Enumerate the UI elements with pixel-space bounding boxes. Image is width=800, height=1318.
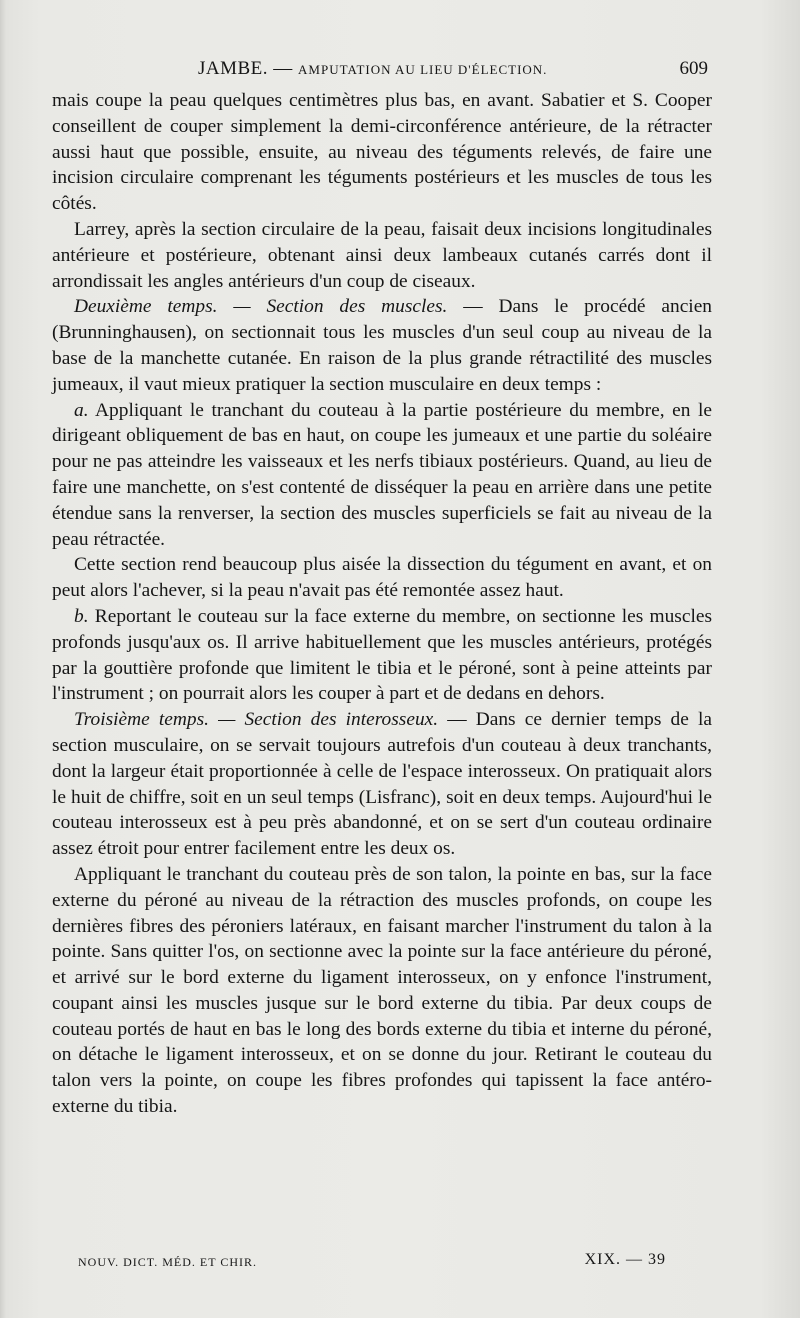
page-number: 609 xyxy=(679,58,708,79)
paragraph-2-text: Larrey, après la section circulaire de la peau, faisait deux incisions longitudinales antérieure et postérieure, obtenant ainsi deux lambeaux cutanés carrés dont il arrondissait les angles antérieurs d'un coup de ciseaux. xyxy=(52,218,712,292)
header-title-group xyxy=(198,58,547,80)
paragraph-4 xyxy=(52,398,712,553)
header-subtitle: AMPUTATION AU LIEU D'ÉLECTION. xyxy=(298,62,548,77)
paragraph-4-text: Appliquant le tranchant du couteau à la partie postérieure du membre, en le dirigeant obliquement de bas en haut, on coupe les jumeaux et une partie du soléaire pour ne pas atteindre les vaisseaux et les nerfs tibiaux postérieurs. Quand, au lieu de faire une manchette, on s'est contenté de disséquer la peau en arrière dans une petite étendue sans la renverser, la section des muscles superficiels se fait au niveau de la peau rétractée. xyxy=(52,399,712,550)
item-marker-b: b. xyxy=(74,605,89,627)
header-title: JAMBE. xyxy=(198,58,269,79)
section-heading-troisieme-temps: Troisième temps. — Section des interosseux. xyxy=(74,709,439,731)
paragraph-6 xyxy=(52,604,712,707)
paragraph-3-text: — Dans le procédé ancien (Brunninghausen), on sectionnait tous les muscles d'un seul coup au niveau de la base de la manchette cutanée. En raison de la plus grande rétractilité des muscles jumeaux, il vaut mieux pratiquer la section musculaire en deux temps : xyxy=(52,296,712,395)
paragraph-5-text: Cette section rend beaucoup plus aisée la dissection du tégument en avant, et on peut alors l'achever, si la peau n'avait pas été remontée assez haut. xyxy=(52,554,712,602)
paragraph-5 xyxy=(52,552,712,604)
item-marker-a: a. xyxy=(74,399,89,421)
paragraph-1 xyxy=(52,88,712,217)
paragraph-8 xyxy=(52,862,712,1120)
body-text xyxy=(52,88,712,1120)
paragraph-7 xyxy=(52,707,712,862)
paragraph-6-text: Reportant le couteau sur la face externe du membre, on sectionne les muscles profonds jusqu'aux os. Il arrive habituellement que les muscles antérieurs, protégés par la gouttière profonde que limitent le tibia et le péroné, sont à peine atteints par l'instrument ; on pourrait alors les couper à part et de dedans en dehors. xyxy=(52,605,712,705)
footer-publication: NOUV. DICT. MÉD. ET CHIR. xyxy=(78,1255,258,1269)
page-footer xyxy=(78,1253,678,1273)
section-heading-deuxieme-temps: Deuxième temps. — Section des muscles. xyxy=(74,296,448,318)
paragraph-7-text: — Dans ce dernier temps de la section musculaire, on se servait toujours autrefois d'un couteau à deux tranchants, dont la largeur était proportionnée à celle de l'espace interosseux. On pratiquait alors le huit de chiffre, soit en un seul temps (Lisfranc), soit en deux temps. Aujourd'hui le couteau interosseux est à peu près abandonné, et on se sert d'un couteau ordinaire assez étroit pour entrer facilement entre les deux os. xyxy=(52,709,712,860)
header-dash: — xyxy=(273,58,293,79)
paragraph-3 xyxy=(52,294,712,397)
paragraph-1-text: mais coupe la peau quelques centimètres plus bas, en avant. Sabatier et S. Cooper conseillent de couper simplement la demi-circonférence antérieure, de la rétracter aussi haut que possible, ensuite, au niveau des téguments relevés, de faire une incision circulaire comprenant les téguments postérieurs et les muscles de tous les côtés. xyxy=(52,90,712,215)
paragraph-2 xyxy=(52,217,712,294)
footer-signature: XIX. — 39 xyxy=(584,1251,666,1268)
running-header xyxy=(52,58,712,84)
paragraph-8-text: Appliquant le tranchant du couteau près de son talon, la pointe en bas, sur la face externe du péroné au niveau de la rétraction des muscles profonds, on coupe les dernières fibres des péroniers latéraux, en faisant marcher l'instrument du talon à la pointe. Sans quitter l'os, on sectionne avec la pointe sur la face antérieure du péroné, et arrivé sur le bord externe du ligament interosseux, on y enfonce l'instrument, coupant ainsi les muscles jusque sur le bord externe du tibia. Par deux coups de couteau portés de haut en bas le long des bords externe du tibia et interne du péroné, on détache le ligament interosseux, et on se donne du jour. Retirant le couteau du talon vers la pointe, on coupe les fibres profondes qui tapissent la face antéro-externe du tibia. xyxy=(52,863,712,1118)
